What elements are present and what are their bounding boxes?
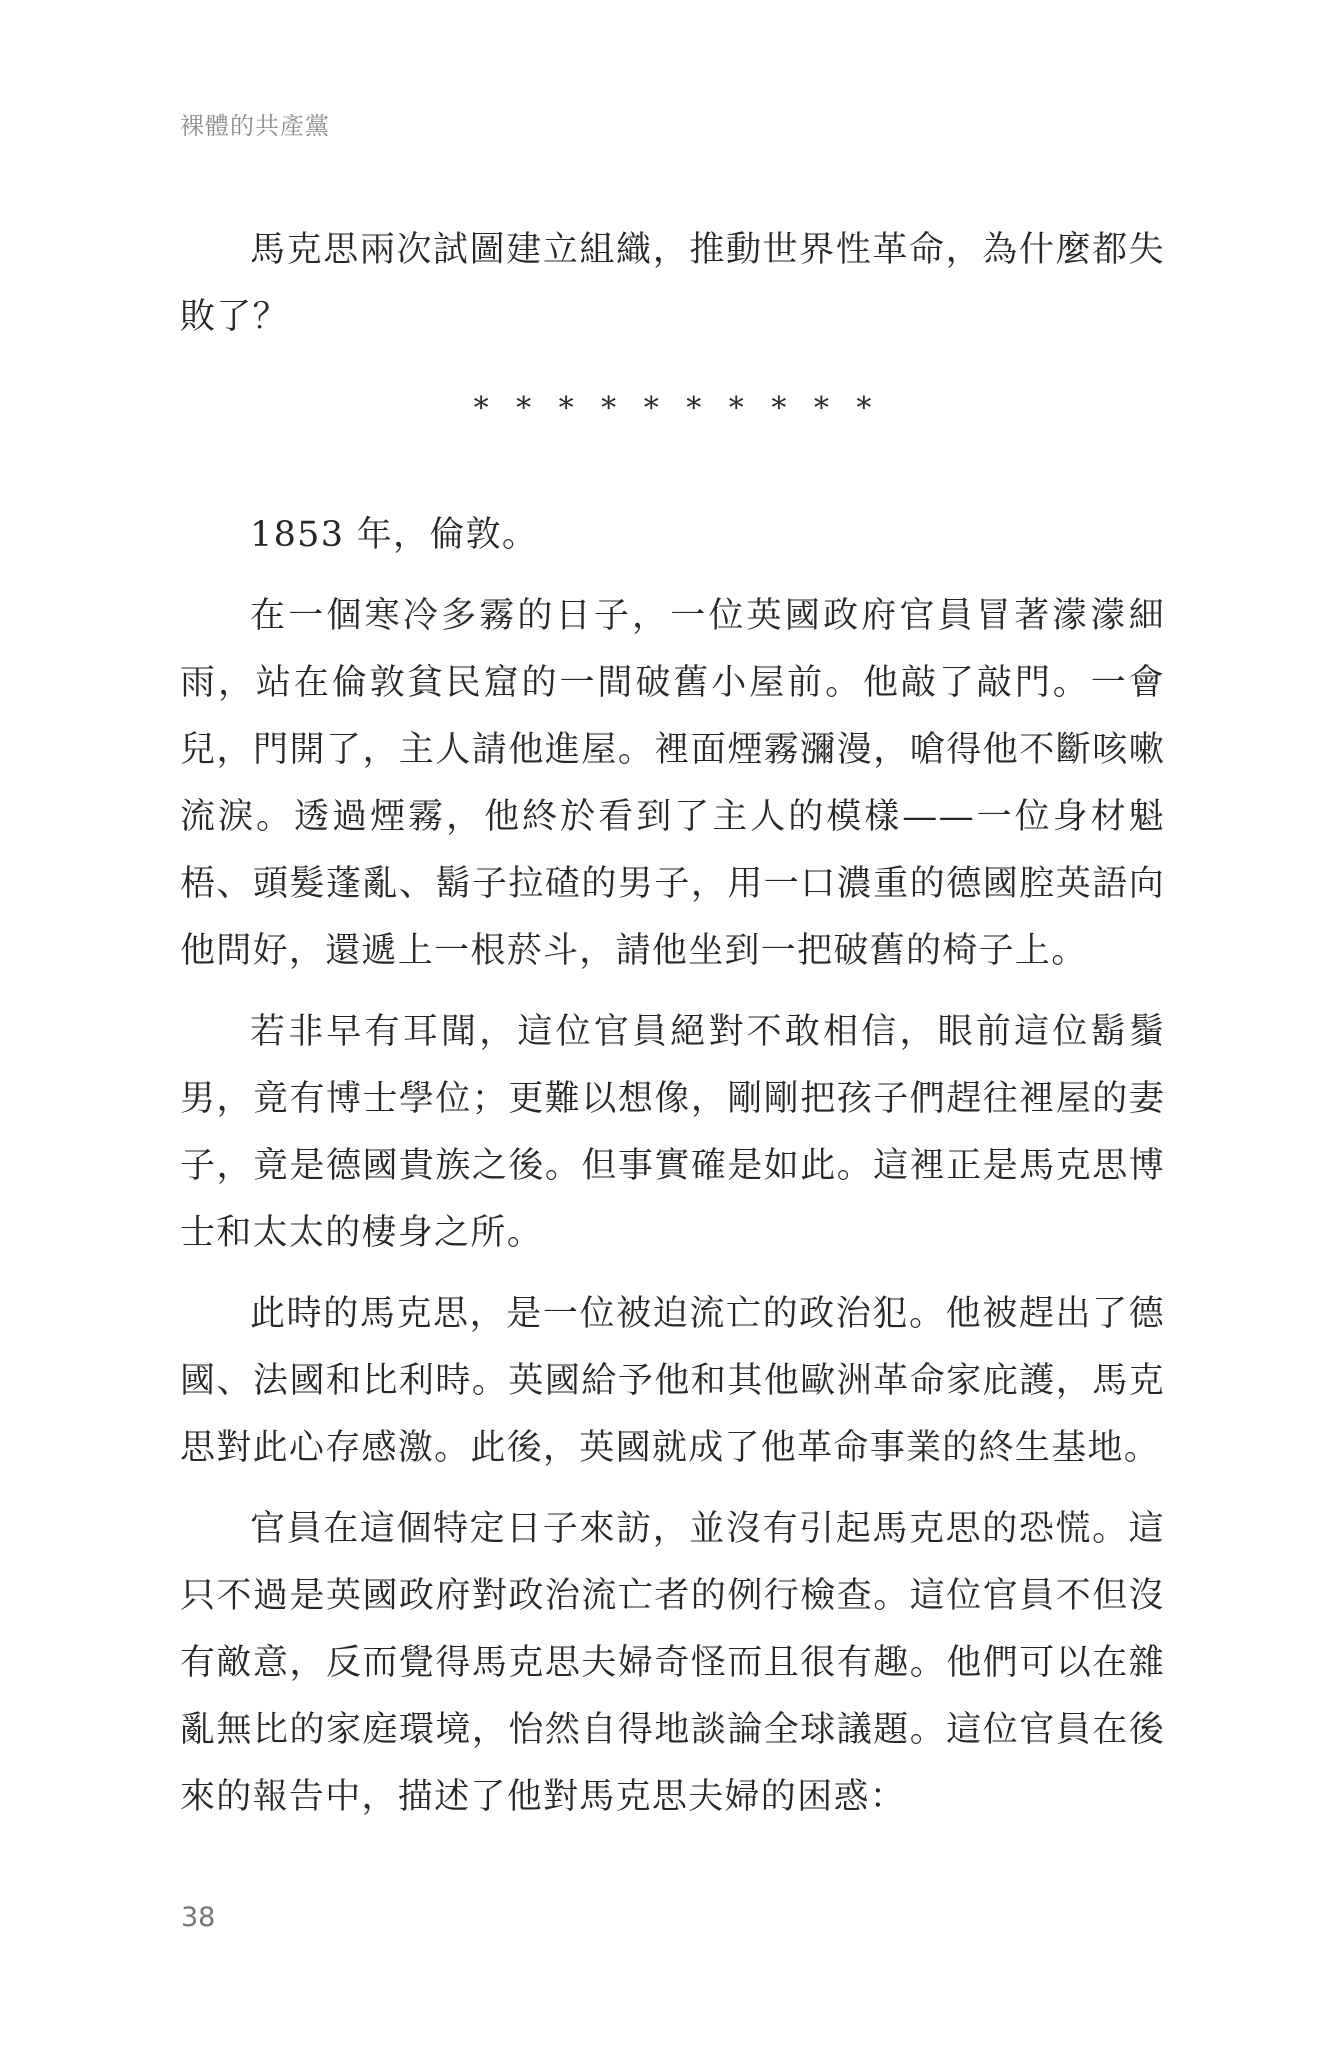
asterisk-separator: * * * * * * * * * * [473,391,881,426]
body-paragraph: 在一個寒冷多霧的日子，一位英國政府官員冒著濛濛細雨，站在倫敦貧民窟的一間破舊小屋前。他敲了敲門。一會兒，門開了，主人請他進屋。裡面煙霧瀰漫，嗆得他不斷咳嗽流淚。透過煙霧，他終於看到了主人的模樣——一位身材魁梧、頭髮蓬亂、鬍子拉碴的男子，用一口濃重的德國腔英語向他問好，還遞上一根菸斗，請他坐到一把破舊的椅子上。 [180,596,1165,971]
page-number: 38 [181,1902,216,1933]
body-paragraph: 若非早有耳聞，這位官員絕對不敢相信，眼前這位鬍鬚男，竟有博士學位；更難以想像，剛剛把孩子們趕往裡屋的妻子，竟是德國貴族之後。但事實確是如此。這裡正是馬克思博士和太太的棲身之所。 [180,1012,1165,1253]
body-paragraph: 1853 年，倫敦。 [250,515,539,555]
body-paragraph: 此時的馬克思，是一位被迫流亡的政治犯。他被趕出了德國、法國和比利時。英國給予他和其他歐洲革命家庇護，馬克思對此心存感激。此後，英國就成了他革命事業的終生基地。 [180,1294,1165,1468]
body-paragraph: 官員在這個特定日子來訪，並沒有引起馬克思的恐慌。這只不過是英國政府對政治流亡者的例行檢查。這位官員不但沒有敵意，反而覺得馬克思夫婦奇怪而且很有趣。他們可以在雜亂無比的家庭環境，怡然自得地談論全球議題。這位官員在後來的報告中，描述了他對馬克思夫婦的困惑： [180,1509,1165,1817]
page-body [180,217,1165,1845]
question-paragraph: 馬克思兩次試圖建立組織，推動世界性革命，為什麼都失敗了？ [180,230,1165,337]
running-header-book-title: 裸體的共產黨 [180,112,330,140]
